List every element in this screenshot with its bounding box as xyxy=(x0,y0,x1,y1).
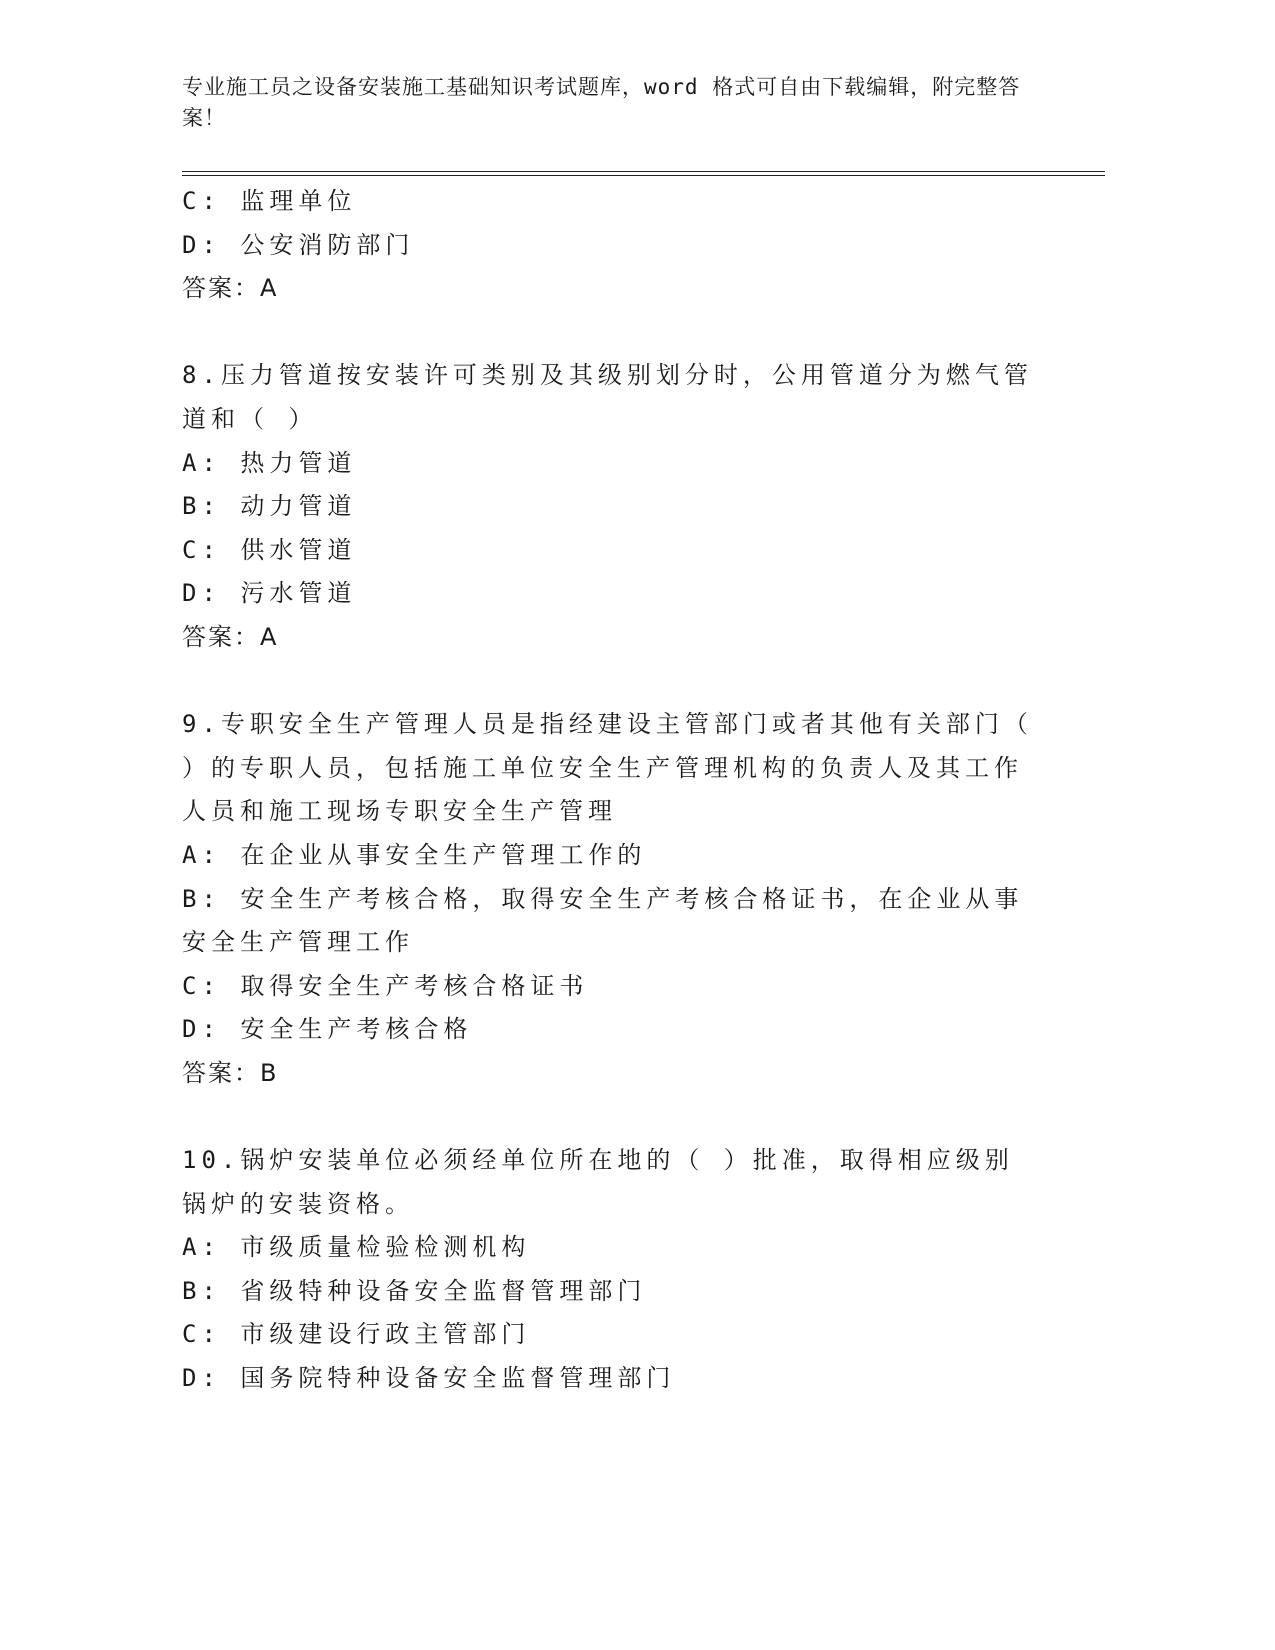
spacer xyxy=(182,1095,1042,1139)
question-content xyxy=(182,180,1042,1401)
option-b: B: 动力管道 xyxy=(182,492,357,521)
option-a: A: 市级质量检验检测机构 xyxy=(182,1233,531,1262)
option-d: D: 安全生产考核合格 xyxy=(182,1015,473,1044)
option-c: C: 市级建设行政主管部门 xyxy=(182,1320,531,1349)
question-block-7-tail xyxy=(182,180,1042,311)
option-d: D: 污水管道 xyxy=(182,579,357,608)
question-text: 8.压力管道按安装许可类别及其级别划分时，公用管道分为燃气管道和（ ） xyxy=(182,361,1033,433)
question-block-8 xyxy=(182,354,1042,659)
option-c: C: 供水管道 xyxy=(182,535,357,564)
answer-line: 答案：A xyxy=(182,622,279,651)
header-rule-top xyxy=(182,171,1105,172)
document-header: 专业施工员之设备安装施工基础知识考试题库，word 格式可自由下载编辑，附完整答案！ xyxy=(182,75,1021,130)
header-rule-bottom xyxy=(182,175,1105,176)
option-c: C: 取得安全生产考核合格证书 xyxy=(182,971,589,1000)
option-c: C: 监理单位 xyxy=(182,187,357,215)
answer-line: 答案：B xyxy=(182,1058,279,1087)
option-a: A: 热力管道 xyxy=(182,448,357,477)
option-a: A: 在企业从事安全生产管理工作的 xyxy=(182,840,647,869)
question-text: 10.锅炉安装单位必须经单位所在地的（ ）批准，取得相应级别锅炉的安装资格。 xyxy=(182,1146,1014,1218)
option-d: D: 公安消防部门 xyxy=(182,230,415,259)
spacer xyxy=(182,311,1042,355)
option-d: D: 国务院特种设备安全监督管理部门 xyxy=(182,1364,676,1393)
question-block-10 xyxy=(182,1139,1042,1401)
question-text: 9.专职安全生产管理人员是指经建设主管部门或者其他有关部门（ ）的专职人员，包括施工单位安全生产管理机构的负责人及其工作人员和施工现场专职安全生产管理 xyxy=(182,710,1033,826)
answer-line: 答案：A xyxy=(182,274,279,303)
option-b: B: 省级特种设备安全监督管理部门 xyxy=(182,1276,647,1305)
question-block-9 xyxy=(182,703,1042,1095)
option-b: B: 安全生产考核合格，取得安全生产考核合格证书，在企业从事安全生产管理工作 xyxy=(182,884,1024,957)
spacer xyxy=(182,660,1042,704)
